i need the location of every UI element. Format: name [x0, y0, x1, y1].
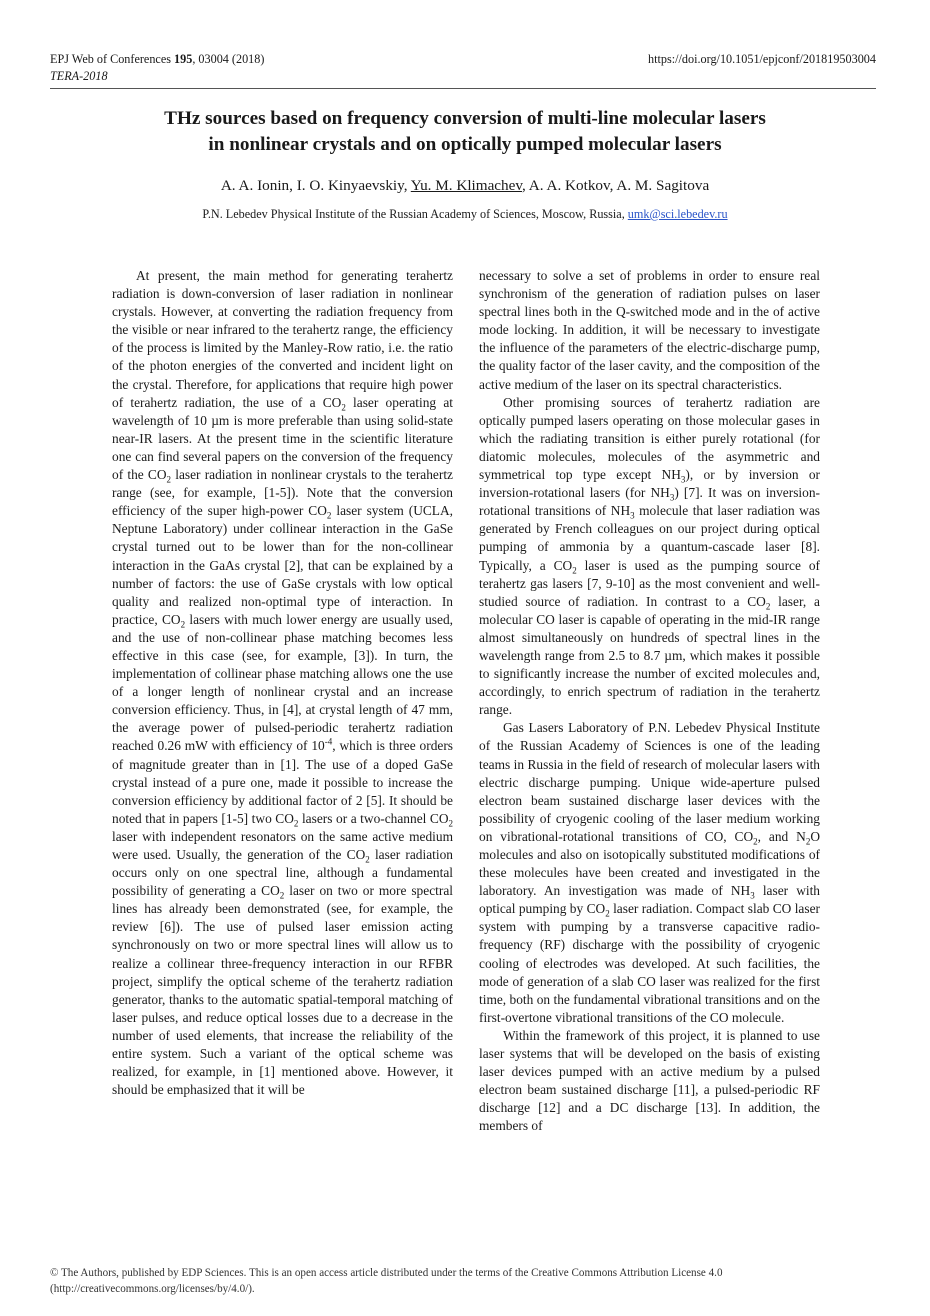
- page-header: [50, 51, 876, 85]
- authors-first: A. A. Ionin, I. O. Kinyaevskiy,: [220, 177, 411, 194]
- header-rule: [50, 88, 876, 89]
- paragraph: Gas Lasers Laboratory of P.N. Lebedev Physical Institute of the Russian Academy of Sciences is one of the leading teams in Russia in the field of research of molecular lasers with electric discharge pumping. Unique wide-aperture pulsed electron beam sustained discharge laser devices with the possibility of cryogenic cooling of the laser medium working on vibrational-rotational transitions of CO, $CO_2$, and $N_2O$ molecules and also on isotopically substituted modifications of these molecules have been created and investigated in the laboratory. An investigation was made of $NH_3$ laser with optical pumping by $CO_2$ laser radiation. Compact slab CO laser system with pumping by a transverse capacitive radio-frequency (RF) discharge with the possibility of cryogenic cooling of electrodes was developed. At such facilities, the mode of generation of a slab CO laser was realized for the first time, both on the fundamental vibrational transitions and on the first-overtone vibrational transitions of the CO molecule.: [479, 720, 820, 1025]
- authors-rest: , A. A. Kotkov, A. M. Sagitova: [522, 177, 710, 194]
- paragraph: Within the framework of this project, it is planned to use laser systems that will be developed on the basis of existing laser devices pumped with an active medium by a pulsed electron beam sustained discharge [11], a pulsed-periodic RF discharge [12] and a DC discharge [13]. In addition, the members of: [479, 1027, 820, 1134]
- left-column: [112, 267, 453, 1099]
- journal-volume: 195: [174, 52, 193, 66]
- email-link[interactable]: umk@sci.lebedev.ru: [627, 207, 728, 221]
- title-line-1: THz sources based on frequency conversion of multi-line molecular lasers: [164, 108, 766, 129]
- journal-name: EPJ Web of Conferences: [50, 52, 175, 66]
- paragraph: At present, the main method for generating terahertz radiation is down-conversion of laser radiation in nonlinear crystals. However, at converting the radiation frequency from the visible or near infrared to the terahertz range, the efficiency of the process is limited by the Manley-Row ratio, i.e. the ratio of the photon energies of the converted and incident light on the crystal. Therefore, for applications that require high power of terahertz radiation, the use of a $CO_2$ laser operating at wavelength of 10 µm is more preferable than using solid-state near-IR lasers. At the present time in the scientific literature one can find several papers on the conversion of the frequency of the $CO_2$ laser radiation in nonlinear crystals to the terahertz range (see, for example, [1-5]). Note that the conversion efficiency of the super high-power $CO_2$ laser system (UCLA, Neptune Laboratory) under collinear interaction in the GaSe crystal turned out to be lower than for the non-collinear interaction in the GaAs crystal [2], that can be explained by a number of factors: the use of GaSe crystals with low optical quality and realized non-optimal type of interaction. In practice, $CO_2$ lasers with much lower energy are usually used, and the use of non-collinear phase matching becomes less effective in this case (see, for example, [3]). In turn, the implementation of collinear phase matching allows one the use of a longer length of nonlinear crystal and an increase conversion efficiency. Thus, in [4], at crystal length of 47 mm, the average power of pulsed-periodic terahertz radiation reached 0.26 mW with efficiency of $10^{-4}$, which is three orders of magnitude greater than in [1]. The use of a doped GaSe crystal instead of a pure one, made it possible to increase the conversion efficiency by additional factor of 2 [5]. It should be noted that in papers [1-5] two $CO_2$ lasers or a two-channel $CO_2$ laser with independent resonators on the same active medium were used. Usually, the generation of the $CO_2$ laser radiation occurs only on one spectral line, although a fundamental possibility of generating a $CO_2$ laser on two or more spectral lines has already been demonstrated (see, for example, the review [6]). The use of pulsed laser emission acting synchronously on two or more spectral lines will allow us to realize a collinear three-frequency interaction in our RFBR project, simplify the optical scheme of the terahertz radiation generator, thanks to the automatic spatial-temporal matching of laser pulses, and reduce optical losses due to a decrease in the number of used elements, that increase the reliability of the entire system. Such a variant of the optical scheme was realized, for example, in [1] mentioned above. However, it should be emphasized that it will be: [112, 268, 454, 1098]
- affiliation: [50, 206, 880, 222]
- license-link[interactable]: (http://creativecommons.org/licenses/by/4.0/).: [50, 1283, 255, 1295]
- title-line-2: in nonlinear crystals and on optically pumped molecular lasers: [208, 134, 722, 155]
- paper-title: [50, 106, 880, 158]
- paragraph: Other promising sources of terahertz radiation are optically pumped lasers operating on those molecular gases in which the radiating transition is either purely rotational (for diatomic molecules, molecules of the asymmetric and symmetrical top type except $NH_3$), or by inversion or inversion-rotational lasers (for $NH_3$) [7]. It was on inversion-rotational transitions of $NH_3$ molecule that laser radiation was generated by French colleagues on our project during optical pumping of ammonia by a quantum-cascade laser [8]. Typically, a $CO_2$ laser is used as the pumping source of terahertz gas lasers [7, 9-10] as the most convenient and well-studied source of radiation. In contrast to a $CO_2$ laser, a molecular CO laser is capable of operating in the mid-IR range almost simultaneously on hundreds of spectral lines in the wavelength range from 2.5 to 8.7 µm, which makes it possible to significantly increase the number of excited molecules and, accordingly, to enrich spectrum of radiation in the terahertz range.: [479, 394, 821, 718]
- conference-name: TERA-2018: [50, 69, 108, 83]
- corresponding-author: Yu. M. Klimachev: [410, 177, 522, 194]
- doi-link[interactable]: https://doi.org/10.1051/epjconf/201819503004: [648, 52, 876, 66]
- article-number: , 03004 (2018): [192, 52, 265, 66]
- author-list: [50, 176, 880, 196]
- right-column: [479, 267, 820, 1136]
- license-text: © The Authors, published by EDP Sciences. This is an open access article distributed under the terms of the Creative Commons Attribution License 4.0: [50, 1267, 723, 1279]
- license-footer: [50, 1265, 880, 1297]
- paragraph: necessary to solve a set of problems in order to ensure real synchronism of the generation of radiation pulses on laser spectral lines both in the Q-switched mode and in the of active mode locking. In addition, it will be necessary to investigate the influence of the parameters of the electric-discharge pump, the quality factor of the laser cavity, and the composition of the active medium of the laser on its spectral characteristics.: [479, 268, 820, 392]
- affiliation-text: P.N. Lebedev Physical Institute of the Russian Academy of Sciences, Moscow, Russia,: [202, 207, 628, 221]
- journal-citation: [50, 51, 264, 68]
